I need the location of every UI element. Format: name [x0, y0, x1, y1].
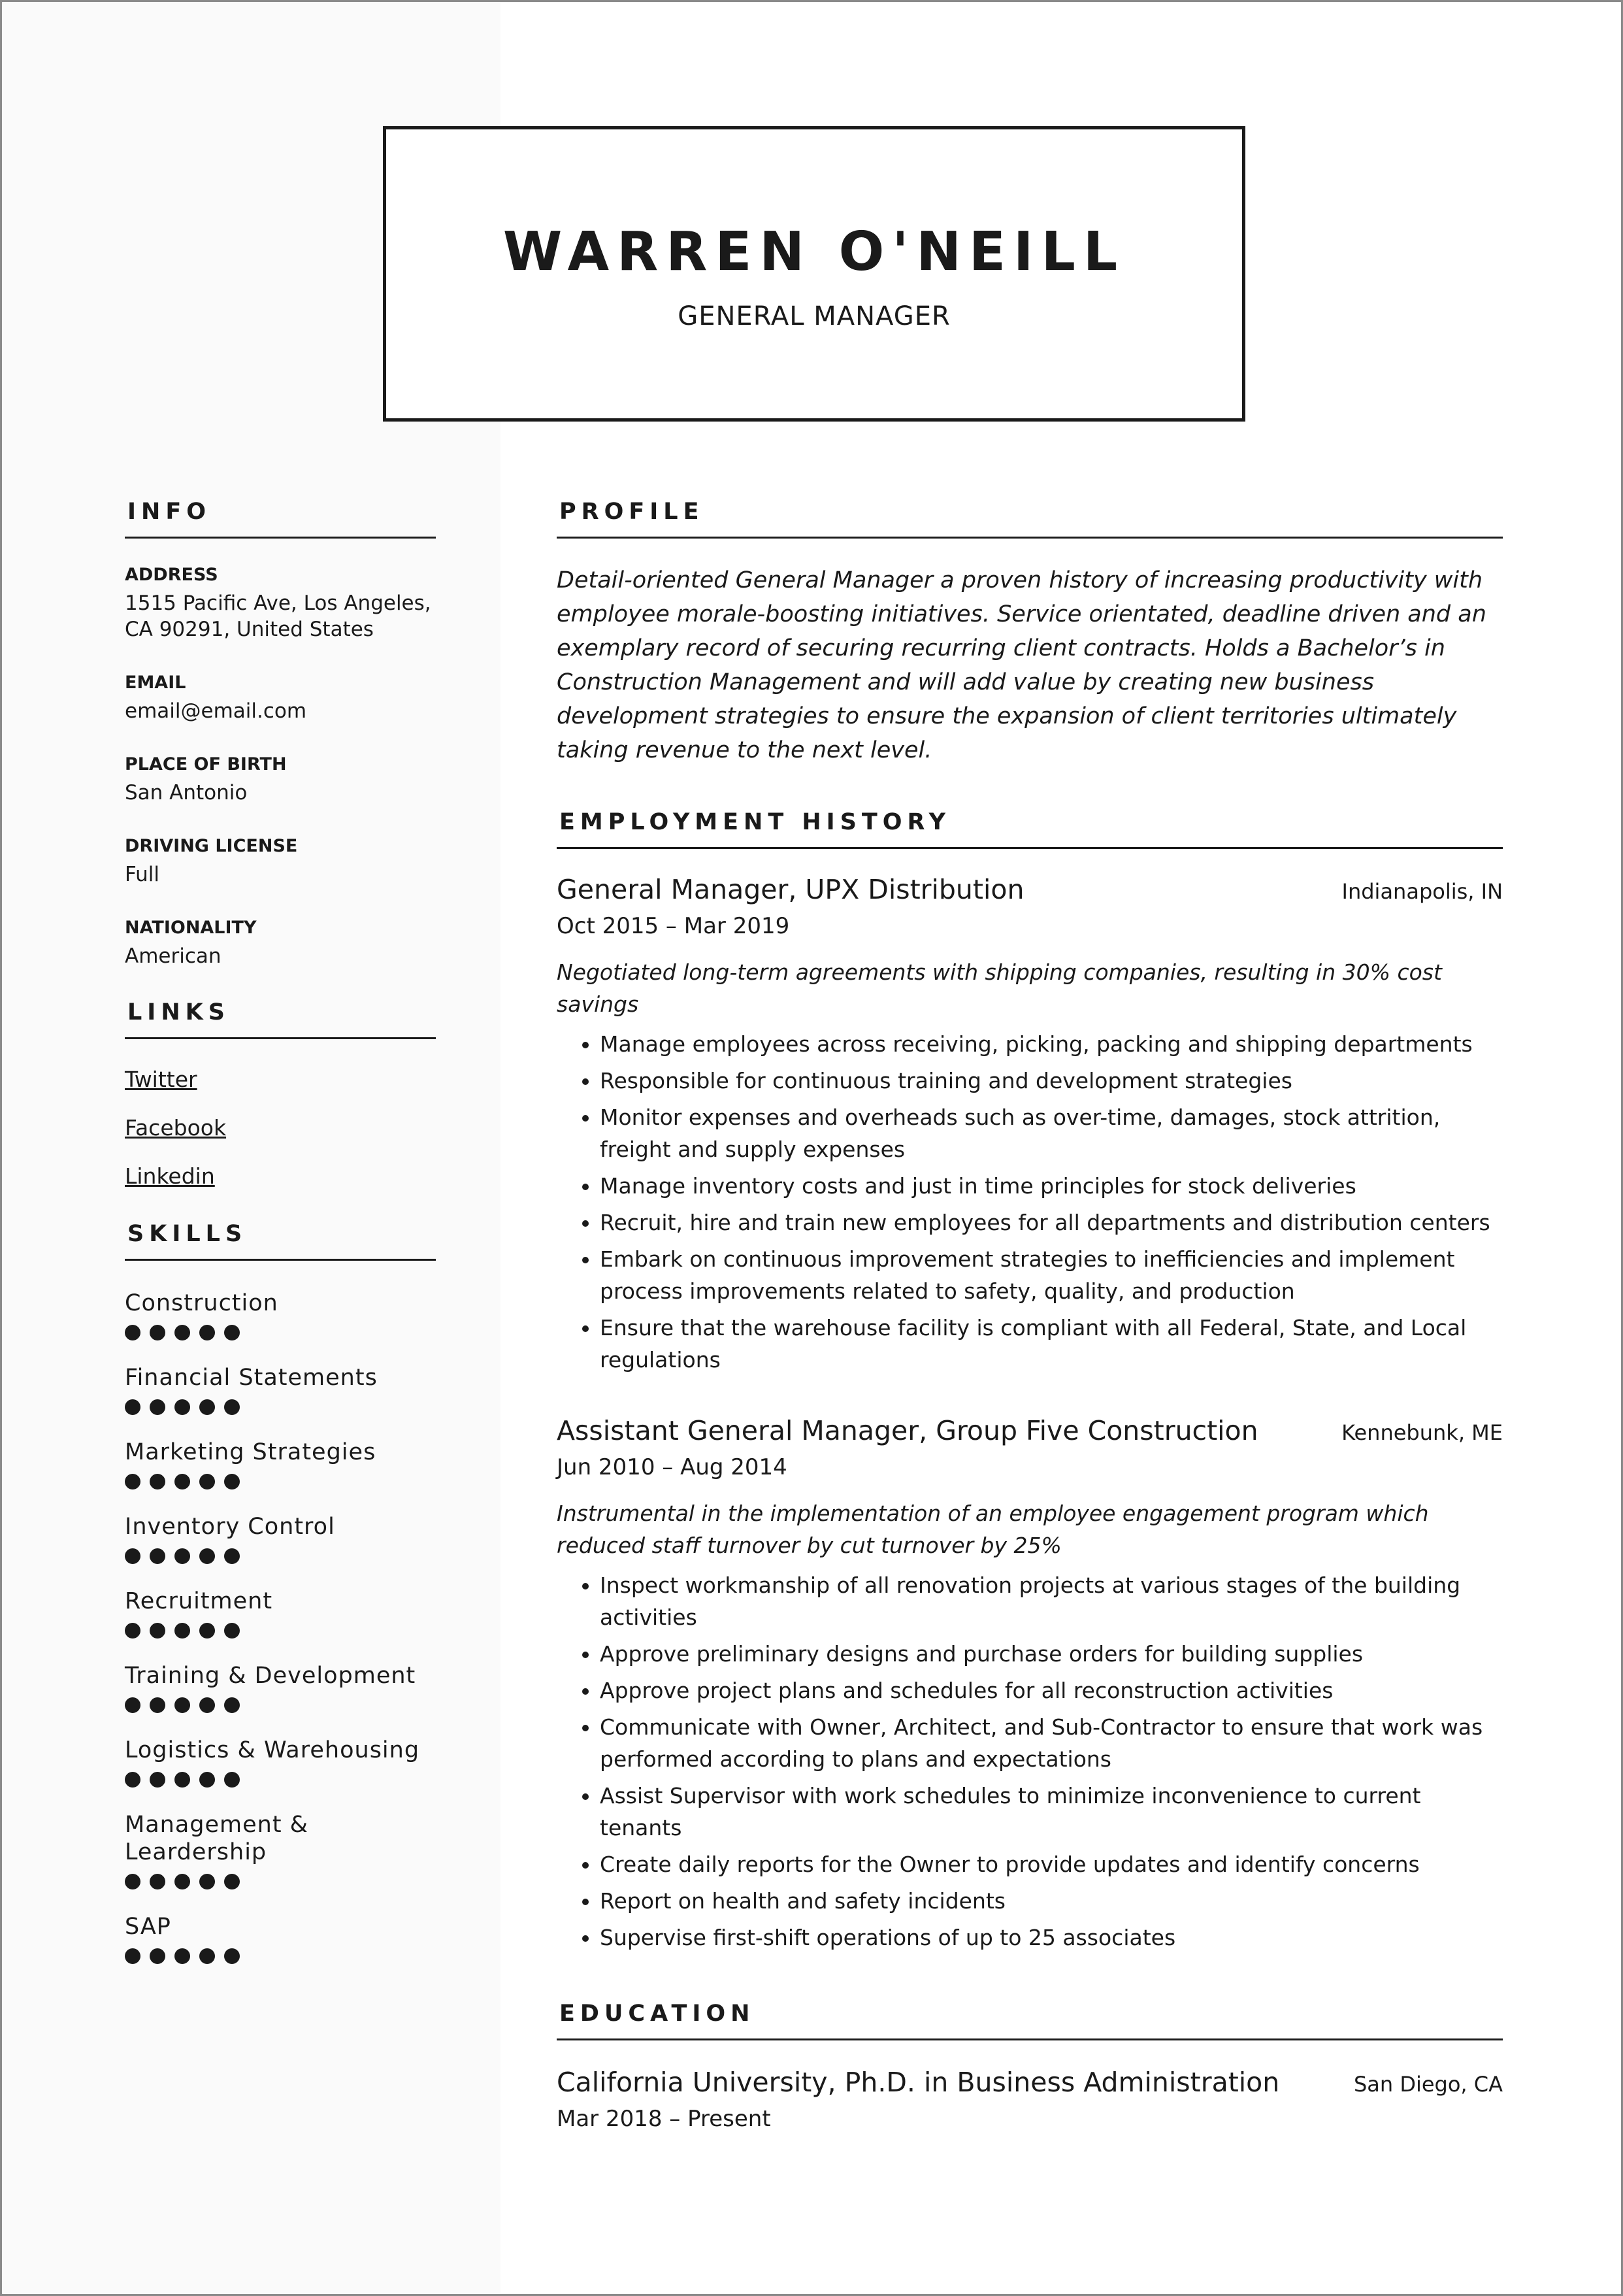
education-location: San Diego, CA [1353, 2072, 1503, 2097]
links-list [125, 1067, 436, 1190]
rating-dot [224, 1325, 240, 1340]
skill-rating [125, 1623, 436, 1640]
rating-dot [224, 1399, 240, 1415]
job-bullet: • Supervise first-shift operations of up to 25 associates [600, 1922, 1503, 1954]
rating-dot [224, 1772, 240, 1788]
job-title: General Manager, UPX Distribution [557, 874, 1025, 905]
job-entry [557, 1415, 1503, 1954]
rating-dot [150, 1623, 165, 1639]
profile-heading: PROFILE [557, 499, 1503, 539]
job-bullet: • Approve project plans and schedules for all reconstruction activities [600, 1674, 1503, 1706]
rating-dot [125, 1772, 140, 1788]
info-label: ADDRESS [125, 565, 218, 585]
rating-dot [125, 1874, 140, 1889]
job-bullet: • Recruit, hire and train new employees for all departments and distribution centers [600, 1206, 1503, 1239]
education-heading: EDUCATION [557, 2001, 1503, 2040]
skill-rating [125, 1697, 436, 1714]
skill-rating [125, 1474, 436, 1491]
employment-section [557, 809, 1503, 1954]
rating-dot [174, 1948, 190, 1964]
job-location: Indianapolis, IN [1341, 879, 1503, 904]
rating-dot [150, 1325, 165, 1340]
info-label: DRIVING LICENSE [125, 836, 298, 856]
links-section [125, 999, 436, 1190]
rating-dot [150, 1474, 165, 1489]
job-bullet: • Ensure that the warehouse facility is compliant with all Federal, State, and Local regulations [600, 1312, 1503, 1376]
skill-name: Financial Statements [125, 1365, 378, 1391]
job-title: Assistant General Manager, Group Five Construction [557, 1415, 1258, 1446]
candidate-name: WARREN O'NEILL [502, 221, 1126, 283]
rating-dot [174, 1623, 190, 1639]
skill-item [125, 1289, 436, 1342]
skills-section [125, 1221, 436, 1965]
info-value: email@email.com [125, 699, 307, 723]
job-bullet: • Assist Supervisor with work schedules to minimize inconvenience to current tenants [600, 1780, 1503, 1844]
right-column [557, 499, 1503, 2132]
rating-dot [125, 1325, 140, 1340]
skill-rating [125, 1874, 436, 1891]
rating-dot [224, 1948, 240, 1964]
skills-heading: SKILLS [125, 1221, 436, 1261]
info-list [125, 565, 436, 969]
job-bullet: • Communicate with Owner, Architect, and Sub-Contractor to ensure that work was performed according to plans and expectations [600, 1711, 1503, 1775]
skill-item [125, 1811, 436, 1891]
rating-dot [199, 1548, 215, 1564]
job-dates: Oct 2015 – Mar 2019 [557, 913, 790, 939]
job-bullet: • Inspect workmanship of all renovation projects at various stages of the building activities [600, 1569, 1503, 1633]
skills-list [125, 1289, 436, 1965]
job-bullet: • Report on health and safety incidents [600, 1885, 1503, 1917]
skill-name: Recruitment [125, 1588, 273, 1614]
job-bullet: • Monitor expenses and overheads such as over-time, damages, stock attrition, freight and supply expenses [600, 1101, 1503, 1165]
skill-item [125, 1364, 436, 1416]
rating-dot [224, 1623, 240, 1639]
education-header [557, 2067, 1503, 2102]
job-header [557, 874, 1503, 909]
skill-rating [125, 1399, 436, 1416]
rating-dot [199, 1325, 215, 1340]
rating-dot [150, 1697, 165, 1713]
rating-dot [150, 1948, 165, 1964]
rating-dot [125, 1399, 140, 1415]
rating-dot [125, 1697, 140, 1713]
info-value: Full [125, 863, 160, 886]
skill-rating [125, 1325, 436, 1342]
job-entry [557, 874, 1503, 1376]
rating-dot [150, 1399, 165, 1415]
info-value: American [125, 944, 221, 968]
profile-text: Detail-oriented General Manager a proven history of increasing productivity with employee morale-boosting initiatives. Service orientated, deadline driven and an exemplary record of securing recurring client contracts. Holds a Bachelor’s in Construction Management and will add value by creating new business development strategies to ensure the expansion of client territories ultimately taking revenue to the next level. [557, 567, 1486, 763]
skill-rating [125, 1548, 436, 1565]
rating-dot [224, 1697, 240, 1713]
job-bullet: • Embark on continuous improvement strategies to inefficiencies and implement process improvements related to safety, quality, and production [600, 1243, 1503, 1307]
rating-dot [150, 1548, 165, 1564]
rating-dot [174, 1874, 190, 1889]
rating-dot [199, 1948, 215, 1964]
rating-dot [224, 1548, 240, 1564]
left-column [125, 499, 436, 1988]
skill-name: Management & Leardership [125, 1812, 308, 1865]
name-header-box [383, 126, 1245, 422]
rating-dot [199, 1623, 215, 1639]
info-section [125, 499, 436, 969]
job-bullets [557, 1569, 1503, 1954]
job-summary: Instrumental in the implementation of an employee engagement program which reduced staff turnover by cut turnover by 25% [557, 1501, 1429, 1558]
skill-name: Construction [125, 1290, 278, 1316]
job-bullet: • Manage employees across receiving, picking, packing and shipping departments [600, 1028, 1503, 1060]
info-item [125, 836, 436, 888]
rating-dot [199, 1874, 215, 1889]
profile-section [557, 499, 1503, 767]
rating-dot [199, 1772, 215, 1788]
info-label: NATIONALITY [125, 918, 257, 938]
skill-rating [125, 1948, 436, 1965]
education-dates: Mar 2018 – Present [557, 2106, 771, 2132]
education-entry [557, 2067, 1503, 2132]
job-bullet: • Manage inventory costs and just in time principles for stock deliveries [600, 1170, 1503, 1202]
job-location: Kennebunk, ME [1341, 1420, 1503, 1445]
rating-dot [199, 1399, 215, 1415]
job-header [557, 1415, 1503, 1450]
skill-name: Marketing Strategies [125, 1439, 376, 1465]
rating-dot [150, 1772, 165, 1788]
rating-dot [174, 1474, 190, 1489]
skill-item [125, 1737, 436, 1789]
info-item [125, 754, 436, 806]
info-item [125, 565, 436, 642]
skill-item [125, 1662, 436, 1714]
skill-name: Training & Development [125, 1663, 416, 1689]
skill-name: SAP [125, 1914, 171, 1940]
info-item [125, 673, 436, 724]
rating-dot [199, 1474, 215, 1489]
rating-dot [125, 1623, 140, 1639]
rating-dot [125, 1548, 140, 1564]
link-twitter[interactable]: Twitter [125, 1067, 197, 1092]
skill-item [125, 1588, 436, 1640]
info-label: PLACE OF BIRTH [125, 754, 287, 774]
job-bullets [557, 1028, 1503, 1376]
info-item [125, 918, 436, 969]
link-facebook[interactable]: Facebook [125, 1115, 227, 1140]
rating-dot [174, 1325, 190, 1340]
rating-dot [174, 1399, 190, 1415]
job-dates: Jun 2010 – Aug 2014 [557, 1454, 787, 1480]
job-summary: Negotiated long-term agreements with shipping companies, resulting in 30% cost savings [557, 959, 1442, 1017]
education-list [557, 2067, 1503, 2132]
rating-dot [174, 1548, 190, 1564]
rating-dot [125, 1948, 140, 1964]
info-heading: INFO [125, 499, 436, 539]
rating-dot [125, 1474, 140, 1489]
rating-dot [199, 1697, 215, 1713]
job-bullet: • Responsible for continuous training and development strategies [600, 1065, 1503, 1097]
employment-heading: EMPLOYMENT HISTORY [557, 809, 1503, 849]
rating-dot [174, 1772, 190, 1788]
skill-item [125, 1913, 436, 1965]
skill-item [125, 1439, 436, 1491]
skill-name: Logistics & Warehousing [125, 1737, 420, 1763]
skill-name: Inventory Control [125, 1514, 335, 1540]
info-value: San Antonio [125, 781, 248, 805]
skill-item [125, 1513, 436, 1565]
jobs-list [557, 874, 1503, 1954]
job-bullet: • Approve preliminary designs and purchase orders for building supplies [600, 1638, 1503, 1670]
rating-dot [224, 1474, 240, 1489]
candidate-job-title: GENERAL MANAGER [678, 301, 951, 331]
info-value: 1515 Pacific Ave, Los Angeles, CA 90291, United States [125, 591, 431, 641]
rating-dot [174, 1697, 190, 1713]
education-section [557, 2001, 1503, 2132]
rating-dot [150, 1874, 165, 1889]
links-heading: LINKS [125, 999, 436, 1039]
link-linkedin[interactable]: Linkedin [125, 1163, 215, 1189]
rating-dot [224, 1874, 240, 1889]
education-title: California University, Ph.D. in Business Administration [557, 2067, 1280, 2098]
skill-rating [125, 1772, 436, 1789]
job-bullet: • Create daily reports for the Owner to provide updates and identify concerns [600, 1848, 1503, 1880]
info-label: EMAIL [125, 673, 186, 693]
